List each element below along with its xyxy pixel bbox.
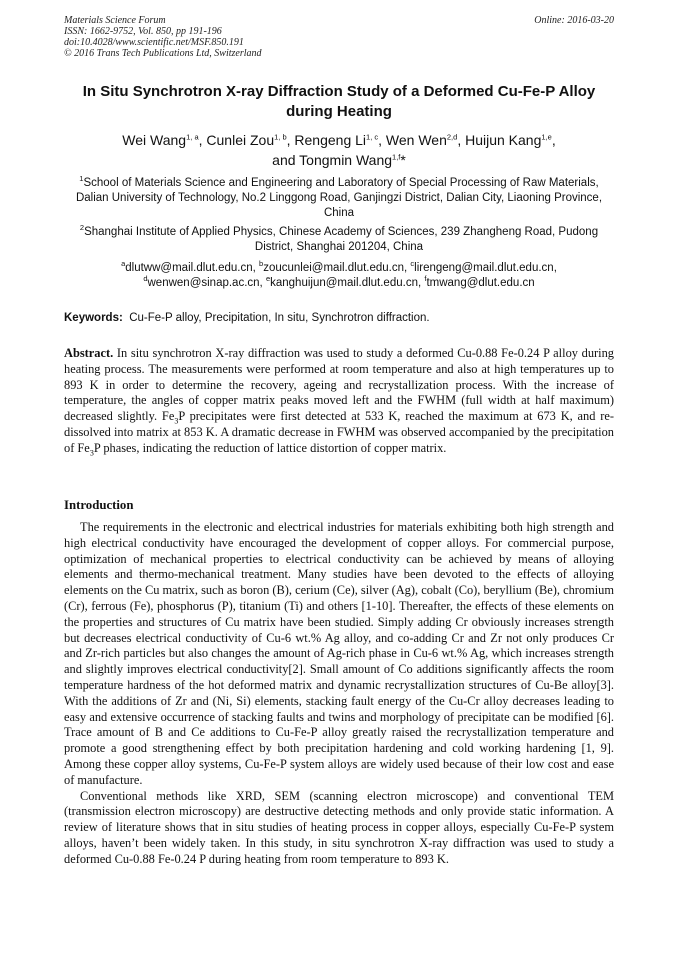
abstract-label: Abstract.: [64, 346, 114, 360]
author-separator: ,: [457, 132, 466, 148]
email-link[interactable]: kanghuijun@mail.dlut.edu.cn: [270, 277, 418, 289]
subscript: 3: [89, 448, 94, 458]
abstract: [64, 346, 614, 457]
author-affiliation-mark: 2,d: [446, 132, 458, 142]
author-separator: ,: [378, 132, 386, 148]
online-date: Online: 2016-03-20: [534, 15, 614, 26]
journal-name: Materials Science Forum: [64, 15, 166, 26]
author-name: Rengeng Li: [294, 132, 367, 148]
author-separator: ,: [286, 132, 295, 148]
abstract-text: In situ synchrotron X-ray diffraction was used to study a deformed Cu-0.88 Fe-0.24 P alloy during heating process. The measurements were performed at room temperature and also at high temperatures up to 893 K in order to determine the recovery, ageing and recrystallization process. With the increase of temperature, the angles of copper matrix peaks moved left and the FWHM (full width at half maximum) decreased slightly. Fe: [64, 346, 614, 424]
abstract-text: P phases, indicating the reduction of lattice distortion of copper matrix.: [93, 440, 447, 455]
paragraph: Conventional methods like XRD, SEM (scanning electron microscope) and conventional TEM (transmission electron microscopy) are destructive detecting methods and only provide static information. A review of literature shows that in situ studies of heating process in copper alloys, especially Cu-Fe-P system alloys, haven’t been widely taken. In this study, in situ synchrotron X-ray diffraction was used to study a deformed Cu-0.88 Fe-0.24 P during heating from room temperature to 893 K.: [64, 788, 614, 866]
keywords-label: Keywords:: [64, 312, 123, 324]
author-separator: ,: [198, 132, 207, 148]
email-link[interactable]: dlutww@mail.dlut.edu.cn: [125, 262, 253, 274]
author-name: Huijun Kang: [465, 132, 542, 148]
affiliation-mark: 1: [79, 174, 84, 184]
keywords-text: Cu-Fe-P alloy, Precipitation, In situ, Synchrotron diffraction.: [129, 312, 430, 324]
email-link[interactable]: zoucunlei@mail.dlut.edu.cn: [263, 262, 405, 274]
author-joiner: and: [272, 152, 296, 168]
email-mark: a: [121, 259, 126, 269]
author-affiliation-mark: 1, b: [274, 132, 287, 142]
affiliation-1: [64, 176, 614, 221]
corresponding-mark: *: [400, 152, 406, 168]
paper-title: In Situ Synchrotron X-ray Diffraction Study of a Deformed Cu-Fe-P Alloy during Heating: [82, 83, 596, 120]
email-link[interactable]: tmwang@dlut.edu.cn: [426, 277, 535, 289]
keywords: [64, 312, 614, 324]
journal-doi: doi:10.4028/www.scientific.net/MSF.850.191: [64, 37, 244, 48]
affiliation-text: School of Materials Science and Engineering and Laboratory of Special Processing of Raw Materials, Dalian University of Technology, No.2 Linggong Road, Ganjingzi District, Dalian City, Liaoning Province, China: [75, 177, 603, 219]
author-list: [60, 130, 618, 170]
email-mark: e: [265, 274, 271, 284]
journal-issn: ISSN: 1662-9752, Vol. 850, pp 191-196: [64, 26, 222, 37]
affiliation-text: Shanghai Institute of Applied Physics, Chinese Academy of Sciences, 239 Zhangheng Road, Pudong District, Shanghai 201204, China: [84, 226, 599, 253]
author-affiliation-mark: 1, a: [186, 132, 199, 142]
affiliation-2: [64, 225, 614, 255]
section-heading: Introduction: [64, 498, 134, 512]
author-affiliation-mark: 1,e: [541, 132, 552, 142]
email-mark: d: [143, 274, 148, 284]
affiliation-mark: 2: [79, 223, 85, 233]
email-link[interactable]: wenwen@sinap.ac.cn: [147, 277, 260, 289]
author-name: Tongmin Wang: [299, 152, 393, 168]
author-affiliation-mark: 1,f: [392, 152, 401, 162]
email-link[interactable]: lirengeng@mail.dlut.edu.cn: [414, 262, 554, 274]
email-list: $^a$dlutww@mail.dlut.edu.cn, $^b$zoucunlei@mail.dlut.edu.cn, $^c$lirengeng@mail.dlut.edu.cn, $^d$wenwen@sinap.ac.cn, $^e$kanghuijun@mail.dlut.edu.cn, $^f$tmwang@dlut.edu.cn: [121, 259, 557, 289]
author-name: Wen Wen: [385, 132, 447, 148]
author-name: Wei Wang: [122, 132, 187, 148]
introduction-body: [64, 520, 614, 868]
subscript: 3: [174, 416, 179, 426]
author-separator: ,: [551, 132, 556, 148]
author-name: Cunlei Zou: [206, 132, 275, 148]
paragraph: The requirements in the electronic and electrical industries for materials exhibiting both high strength and high electrical conductivity have encouraged the development of copper alloys. For commercial purpose, optimization of mechanical properties to electrical conductivity can be achieved by means of alloying elements and thermo-mechanical treatment. Many studies have been devoted to the effects of alloying elements on the Cu matrix, such as boron (B), cerium (Ce), silver (Ag), cobalt (Co), beryllium (Be), chromium (Cr), ferrous (Fe), phosphorus (P), titanium (Ti) and others [1-10]. Thereafter, the effects of these elements on the properties and structures of Cu matrix have been studied. Simply adding Cr obviously increases strength but decreases electrical conductivity of Cu-6 wt.% Ag alloy, and co-adding Cr and Zr not only produces Cr and Zr-rich particles but also changes the amount of Ag-rich phase in Cu-6 wt.% Ag, which increases strength and slightly improves electrical conductivity[2]. Small amount of Co additions significantly affects the room temperature hardness of the hot deformed matrix and dynamic recrystallization structures of Cu-Be alloy[3]. With the additions of Zr and (Ni, Si) elements, stacking fault energy of the Cu-Cr alloy decreases leading to easy and extensive occurrence of stacking faults and twins and morphology of precipitate can be modified [6]. Trace amount of B and Ce additions to Cu-Fe-P alloy greatly raised the recrystallization temperature and promote a good strengthening effect by both precipitation hardening and cold working hardening [1, 9]. Among these copper alloy systems, Cu-Fe-P system alloys are widely used because of their low cost and ease of manufacture.: [64, 520, 614, 787]
email-mark: b: [259, 259, 264, 269]
author-affiliation-mark: 1, c: [366, 132, 379, 142]
email-mark: c: [410, 259, 415, 269]
journal-header: [64, 15, 262, 59]
abstract-text: P precipitates were first detected at 533 K, reached the maximum at 673 K, and re-dissolved into matrix at 853 K. A dramatic decrease in FWHM was observed accompanied by the precipitation of Fe: [64, 409, 614, 455]
journal-copyright: © 2016 Trans Tech Publications Ltd, Switzerland: [64, 48, 262, 59]
email-mark: f: [424, 274, 427, 284]
